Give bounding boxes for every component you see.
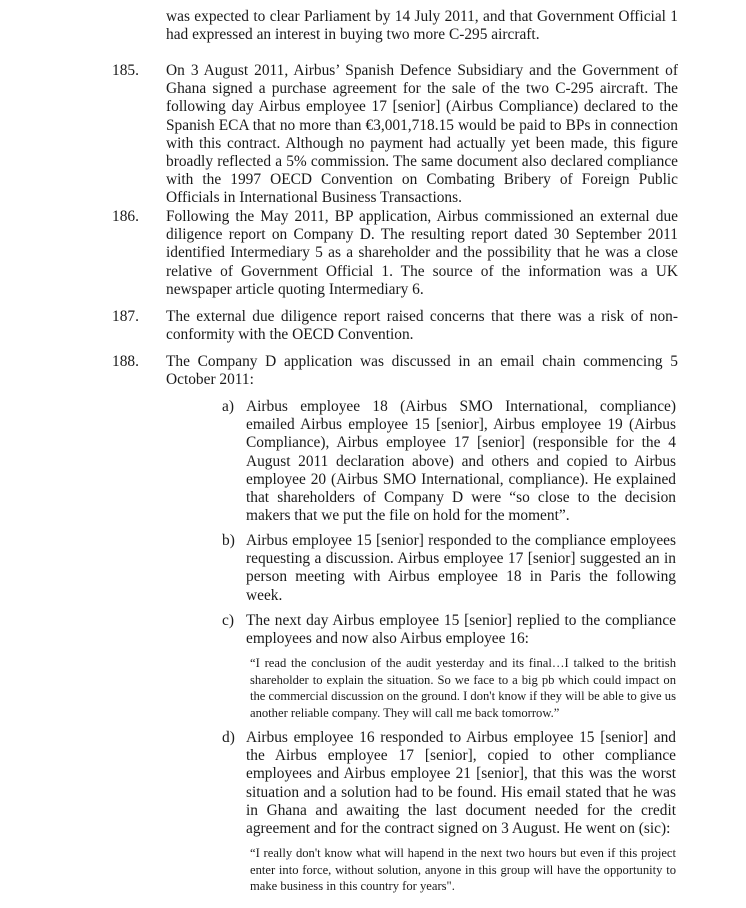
subitem-text: The next day Airbus employee 15 [senior] replied to the compliance employees and now also Airbus employee 16: (246, 612, 676, 648)
paragraph-number: 187. (112, 308, 139, 325)
paragraph-text: Following the May 2011, BP application, Airbus commissioned an external due diligence report on Company D. The resulting report dated 30 September 2011 identified Intermediary 5 as a shareholder and the possibility that he was a close relative of Government Official 1. The source of the information was a UK newspaper article quoting Intermediary 6. (166, 208, 678, 298)
subitem-label: c) (222, 612, 234, 629)
continued-paragraph-text: was expected to clear Parliament by 14 July 2011, and that Government Official 1 had expressed an interest in buying two more C-295 aircraft. (166, 8, 678, 44)
paragraph-number: 186. (112, 208, 139, 225)
email-quote-c: “I read the conclusion of the audit yesterday and its final…I talked to the british shareholder to explain the situation. So we face to a big pb which could impact on the commercial discussion on the ground. I don't know if they will be able to give us another reliable company. They will call me back tomorrow.” (250, 656, 676, 720)
subitem-label: a) (222, 398, 234, 415)
paragraph-text: The Company D application was discussed in an email chain commencing 5 October 2011: (166, 353, 678, 389)
subitem-label: b) (222, 532, 235, 549)
subitem-text: Airbus employee 16 responded to Airbus employee 15 [senior] and the Airbus employee 17 [senior], copied to other compliance employees and Airbus employee 21 [senior], that this was the worst situation and a solution had to be found. His email stated that he was in Ghana and awaiting the last document needed for the credit agreement and for the contract signed on 3 August. He went on (sic): (246, 729, 676, 838)
paragraph-number: 188. (112, 353, 139, 370)
subitem-text: Airbus employee 18 (Airbus SMO International, compliance) emailed Airbus employee 15 [senior], Airbus employee 19 (Airbus Compliance), Airbus employee 17 [senior] (responsible for the 4 August 2011 declaration above) and others and copied to Airbus employee 20 (Airbus SMO International, compliance). He explained that shareholders of Company D were “so close to the decision makers that we put the file on hold for the moment”. (246, 398, 676, 525)
paragraph-number: 185. (112, 62, 139, 79)
subitem-text: Airbus employee 15 [senior] responded to the compliance employees requesting a discussion. Airbus employee 17 [senior] suggested an in person meeting with Airbus employee 18 in Paris the following week. (246, 532, 676, 604)
paragraph-text: On 3 August 2011, Airbus’ Spanish Defence Subsidiary and the Government of Ghana signed a purchase agreement for the sale of the two C-295 aircraft. The following day Airbus employee 17 [senior] (Airbus Compliance) declared to the Spanish ECA that no more than €3,001,718.15 would be paid to BPs in connection with this contract. Although no payment had actually yet been made, this figure broadly reflected a 5% commission. The same document also declared compliance with the 1997 OECD Convention on Combating Bribery of Foreign Public Officials in International Business Transactions. (166, 62, 678, 207)
email-quote-d: “I really don't know what will hapend in the next two hours but even if this project enter into force, without solution, anyone in this group will have the opportunity to make business in this country for years". (250, 846, 676, 894)
subitem-label: d) (222, 729, 235, 746)
paragraph-text: The external due diligence report raised concerns that there was a risk of non-conformity with the OECD Convention. (166, 308, 678, 344)
